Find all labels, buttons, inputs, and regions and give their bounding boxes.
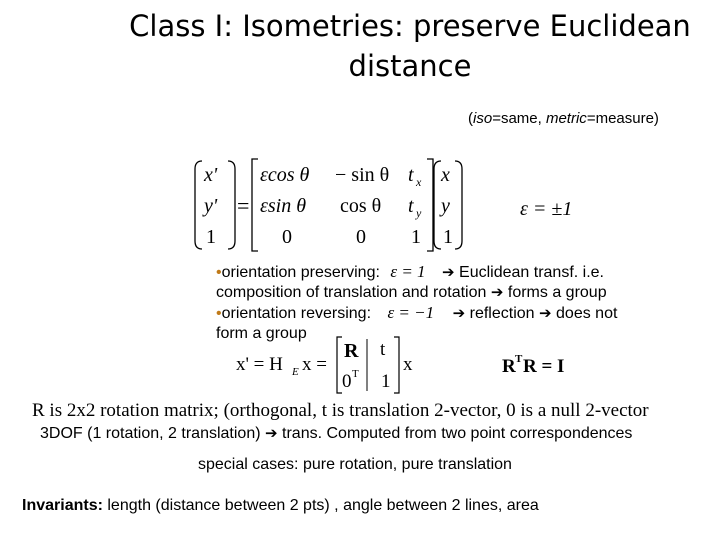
bullet-preserving-line2b: forms a group: [507, 284, 607, 301]
arrow-icon: ➔: [539, 305, 552, 322]
m-r3c2: 0: [356, 226, 366, 248]
rhs-y: y: [441, 195, 450, 217]
m-r1c2: − sin θ: [335, 164, 390, 186]
lhs-x-prime: x': [204, 164, 218, 186]
arrow-icon: ➔: [452, 305, 466, 322]
bullet-dot-2: •: [216, 305, 222, 322]
m-r3c1: 0: [282, 226, 292, 248]
m-r1c3: t: [408, 164, 414, 186]
dof-text: 3DOF (1 rotation, 2 translation): [40, 425, 261, 442]
block-one: 1: [381, 371, 391, 392]
m-r1c1: εcos θ: [260, 164, 310, 186]
block-lhs: x' = H: [236, 354, 283, 375]
arrow-icon: ➔: [490, 284, 504, 301]
arrow-icon: ➔: [265, 425, 278, 442]
equals-sign: =: [237, 193, 250, 218]
bullet-reversing: [216, 303, 617, 324]
page-title: [0, 6, 720, 86]
block-t: t: [380, 339, 386, 360]
rotation-matrix-description: R is 2x2 rotation matrix; (orthogonal, t is translation 2-vector, 0 is a null 2-vector: [32, 400, 649, 421]
lhs-y-prime: y': [204, 195, 218, 217]
m-r1c3-sub: x: [416, 175, 422, 189]
subtitle-iso: iso: [473, 110, 493, 127]
rhs-one: 1: [443, 226, 453, 248]
ortho-sup: T: [515, 353, 523, 365]
bullet-dot-1: •: [216, 264, 222, 281]
block-x: x: [403, 354, 413, 375]
subtitle-metric: metric: [545, 110, 587, 127]
dof-correspondences: trans. Computed from two point correspondences: [282, 425, 633, 442]
m-r2c3: t: [408, 195, 414, 217]
bullet-reversing-line2: form a group: [216, 325, 307, 342]
bullet-preserving-line2a: composition of translation and rotation: [216, 284, 487, 301]
bullet-reversing-label: orientation reversing:: [221, 305, 372, 322]
ortho-rest: R = I: [523, 356, 565, 377]
subtitle-iso-def: =same,: [492, 110, 546, 127]
block-zero: 0: [342, 371, 352, 392]
bullet-preserving-label: orientation preserving:: [221, 264, 380, 281]
matrix-equation: [190, 155, 590, 255]
bullet-preserving-rest: Euclidean transf. i.e.: [459, 264, 604, 281]
m-r3c3: 1: [411, 226, 421, 248]
epsilon-eq-one: ε = 1: [390, 262, 426, 281]
subtitle-metric-def: =measure): [586, 110, 659, 127]
m-r2c2: cos θ: [340, 195, 382, 217]
block-x-equals: x =: [302, 354, 327, 375]
epsilon-eq-minus-one: ε = −1: [387, 303, 435, 322]
ortho-R: R: [502, 356, 516, 377]
lhs-one: 1: [206, 226, 216, 248]
block-R: R: [344, 340, 359, 362]
bullet-reversing-reflection: reflection: [469, 305, 535, 322]
block-lhs-sub: E: [292, 366, 299, 378]
special-cases: special cases: pure rotation, pure translation: [198, 456, 512, 473]
m-r2c3-sub: y: [416, 206, 422, 220]
orientation-bullets: [216, 262, 617, 344]
subtitle-open-paren: (: [468, 110, 473, 127]
epsilon-plus-minus: ε = ±1: [520, 198, 573, 220]
bullet-preserving-line2: [216, 283, 617, 303]
bullet-reversing-does-not: does not: [556, 305, 618, 322]
block-equation: [234, 335, 594, 395]
title-line-2: distance: [348, 49, 472, 83]
invariants-list: length (distance between 2 pts) , angle between 2 lines, area: [102, 497, 539, 514]
rhs-x: x: [441, 164, 450, 186]
block-zero-sup: T: [352, 368, 359, 380]
subtitle-definition: [468, 110, 659, 127]
invariants-line: [22, 497, 539, 515]
arrow-icon: ➔: [442, 264, 455, 281]
title-line-1: Class I: Isometries: preserve Euclidean: [129, 9, 691, 43]
m-r2c1: εsin θ: [260, 195, 307, 217]
invariants-label: Invariants:: [22, 497, 103, 514]
bullet-preserving: [216, 262, 617, 283]
dof-line: [40, 424, 632, 443]
